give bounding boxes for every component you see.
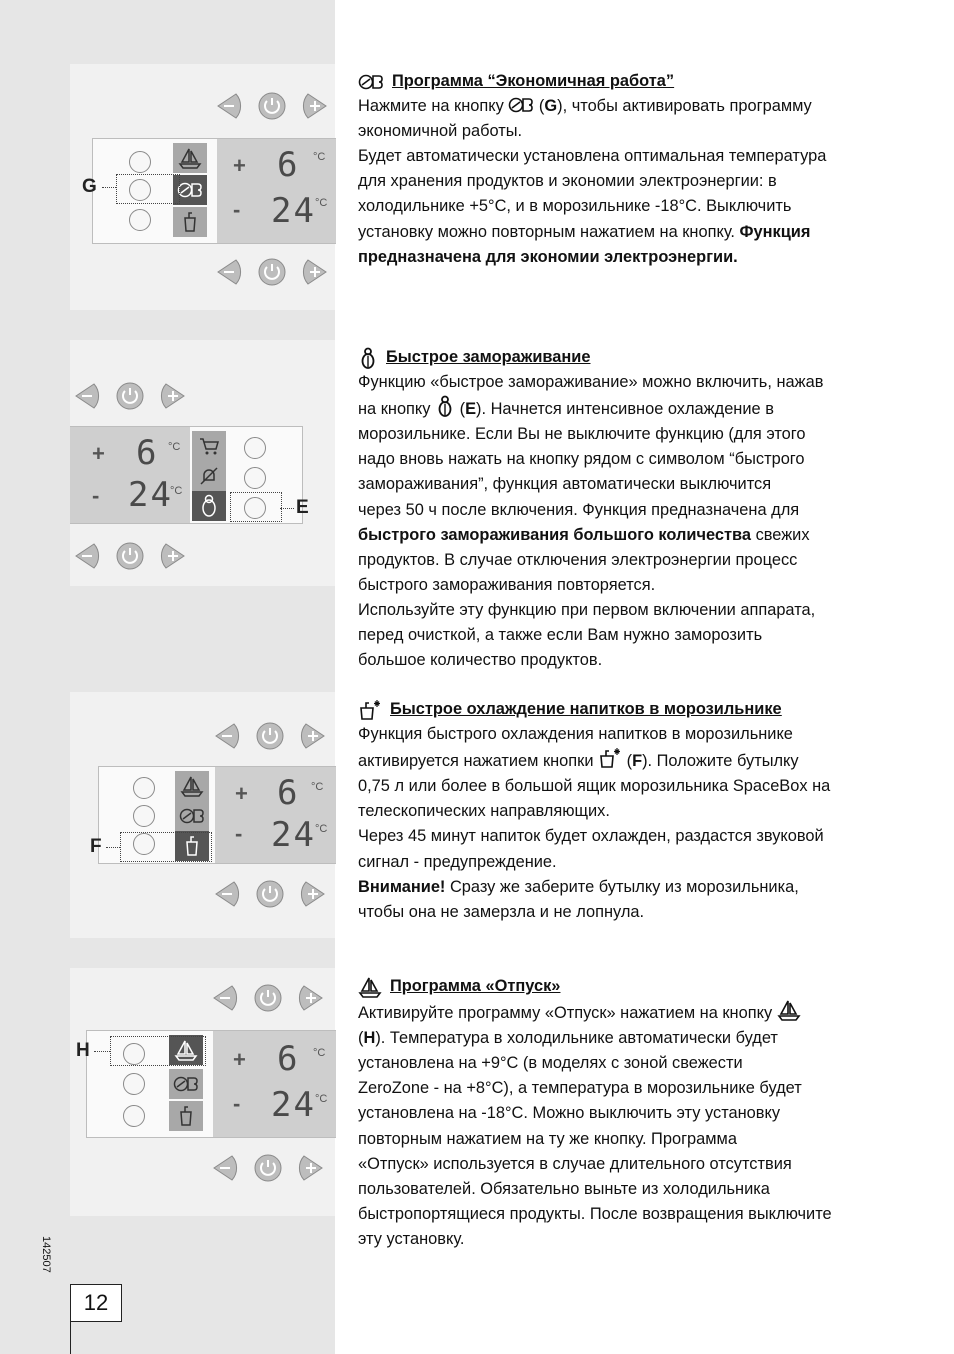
fridge-plus-sign: + — [235, 781, 248, 806]
freezer-minus-sign: - — [233, 1091, 241, 1116]
bottom-button-row — [216, 258, 328, 286]
bold-text: Функция — [739, 222, 811, 241]
text-line: надо вновь нажать на кнопку рядом с символом “быстрого — [358, 450, 805, 469]
control-panel-drinks — [70, 692, 335, 938]
freezer-minus-sign: - — [233, 197, 241, 222]
plus-button-icon — [296, 1154, 324, 1182]
temperature-lcd — [217, 139, 336, 243]
section-title — [358, 69, 898, 94]
bottom-button-row — [214, 880, 326, 908]
minus-button-icon — [74, 542, 102, 570]
plus-button-icon — [158, 542, 186, 570]
top-button-row — [216, 92, 328, 120]
text-line: Через 45 минут напиток будет охлажден, раздастся звуковой — [358, 827, 824, 846]
label-e: E — [296, 497, 309, 518]
text-line: пользователей. Обязательно выньте из холодильника — [358, 1179, 770, 1198]
key-letter: E — [465, 400, 476, 419]
key-letter: G — [544, 97, 558, 116]
text-line: морозильнике. Если Вы не выключите функцию (для этого — [358, 425, 806, 444]
section-title — [358, 697, 898, 722]
label-h: H — [76, 1040, 90, 1061]
highlight-box-h — [110, 1036, 206, 1066]
paragraph: Нажмите на кнопку (G), чтобы активировать программу — [358, 97, 812, 116]
label-leader-e — [280, 508, 294, 509]
temperature-lcd — [70, 427, 190, 523]
text-line: Нажмите на кнопку — [358, 97, 509, 116]
text-line: замораживания”, функция автоматически выключится — [358, 475, 772, 494]
text-line: установлена на +9°C (в моделях с зоной свежести — [358, 1054, 743, 1073]
text-line: через 50 ч после включения. Функция предназначена для — [358, 500, 800, 519]
sailboat-icon — [175, 771, 209, 801]
page-number: 12 — [70, 1284, 122, 1322]
text-line: холодильнике +5°C, и в морозильнике -18°C. Выключить — [358, 197, 792, 216]
page-number-line — [70, 1320, 71, 1354]
fridge-unit: °C — [313, 151, 326, 163]
button-circle-2 — [123, 1073, 145, 1095]
bold-text: Внимание! — [358, 877, 446, 896]
text-line: для хранения продуктов и экономии электроэнергии: в — [358, 172, 777, 191]
eco-icon — [358, 73, 384, 91]
penguin-freeze-icon — [435, 395, 455, 417]
fridge-temperature: 6 — [277, 773, 300, 813]
plus-button-icon — [296, 984, 324, 1012]
power-button-icon — [258, 258, 286, 286]
power-button-icon — [256, 880, 284, 908]
section-title — [358, 345, 898, 370]
freezer-temperature: 24 — [271, 815, 316, 855]
fridge-temperature: 6 — [277, 1039, 300, 1079]
fridge-unit: °C — [168, 441, 181, 453]
plus-button-icon — [298, 880, 326, 908]
highlight-box-g — [116, 174, 180, 204]
text-line: установку можно повторным нажатием на кнопку. — [358, 222, 740, 241]
section-drinks — [358, 697, 898, 925]
freezer-unit: °C — [315, 197, 328, 209]
title-text: Быстрое охлаждение напитков в морозильнике — [390, 700, 782, 718]
top-button-row — [214, 722, 326, 750]
power-button-icon — [116, 382, 144, 410]
minus-button-icon — [214, 880, 242, 908]
text-line: сигнал - предупреждение. — [358, 852, 557, 871]
control-panel-holiday — [70, 968, 335, 1216]
plus-button-icon — [300, 258, 328, 286]
eco-icon — [169, 1069, 203, 1099]
power-button-icon — [256, 722, 284, 750]
sailboat-icon — [358, 976, 382, 998]
bottle-cool-icon — [173, 207, 207, 237]
eco-icon — [508, 96, 534, 114]
plus-button-icon — [158, 382, 186, 410]
text-line: Функция быстрого охлаждения напитков в морозильнике — [358, 725, 793, 744]
temperature-lcd — [213, 1031, 336, 1137]
button-circle-1 — [133, 777, 155, 799]
bold-text: предназначена для экономии электроэнергии. — [358, 247, 738, 266]
text-line: ). Температура в холодильнике автоматически будет — [375, 1029, 778, 1048]
text-line: на кнопку — [358, 400, 436, 419]
text-line: большое количество продуктов. — [358, 651, 603, 670]
section-title — [358, 974, 898, 999]
paragraph: (H). Температура в холодильнике автоматически будет — [358, 1029, 778, 1048]
text-line: «Отпуск» используется в случае длительного отсутствия — [358, 1154, 792, 1173]
minus-button-icon — [216, 92, 244, 120]
key-letter: F — [632, 752, 643, 771]
plus-button-icon — [298, 722, 326, 750]
freezer-temperature: 24 — [271, 191, 316, 231]
top-button-row — [212, 984, 324, 1012]
text-line: Используйте эту функцию при первом включении аппарата, — [358, 600, 816, 619]
freezer-minus-sign: - — [235, 821, 243, 846]
freezer-minus-sign: - — [92, 483, 100, 508]
power-button-icon — [116, 542, 144, 570]
freezer-temperature: 24 — [271, 1085, 316, 1125]
text-line: Будет автоматически установлена оптимальная температура — [358, 147, 827, 166]
title-text: Программа “Экономичная работа” — [392, 72, 675, 90]
temperature-lcd — [215, 767, 336, 863]
text-line: телескопических направляющих. — [358, 802, 610, 821]
minus-button-icon — [214, 722, 242, 750]
fridge-temperature: 6 — [136, 433, 159, 473]
text-line: установлена на -18°C. Можно выключить эту установку — [358, 1104, 781, 1123]
text-line: Активируйте программу «Отпуск» нажатием на кнопку — [358, 1004, 773, 1023]
control-panel-freeze — [70, 340, 335, 586]
text-line: ). Положите бутылку — [642, 752, 799, 771]
freezer-unit: °C — [170, 485, 183, 497]
fridge-plus-sign: + — [233, 153, 246, 178]
doc-code: 142507 — [40, 1236, 52, 1273]
fridge-plus-sign: + — [92, 441, 105, 466]
text-line: перед очисткой, а также если Вам нужно заморозить — [358, 626, 763, 645]
eco-icon — [175, 801, 209, 831]
text-line: продуктов. В случае отключения электроэнергии процесс — [358, 550, 798, 569]
bottle-cool-icon — [598, 747, 622, 769]
sailboat-icon — [173, 143, 207, 173]
bottom-button-row — [212, 1154, 324, 1182]
paragraph — [358, 220, 898, 245]
minus-button-icon — [216, 258, 244, 286]
label-leader-g — [102, 187, 116, 188]
cart-icon — [192, 431, 226, 461]
bottom-button-row — [74, 542, 186, 570]
label-leader-h — [94, 1051, 110, 1052]
plus-button-icon — [300, 92, 328, 120]
button-circle-3 — [129, 209, 151, 231]
text-line: ), чтобы активировать программу — [557, 97, 812, 116]
text-line: чтобы она не замерзла и не лопнула. — [358, 902, 645, 921]
label-leader-f — [106, 847, 120, 848]
label-f: F — [90, 836, 102, 857]
title-text: Быстрое замораживание — [386, 348, 591, 366]
label-g: G — [82, 176, 97, 197]
bottle-cool-icon — [169, 1101, 203, 1131]
bell-off-icon — [192, 461, 226, 491]
text-line: 0,75 л или более в большой ящик морозильника SpaceBox на — [358, 777, 831, 796]
freezer-unit: °C — [315, 1093, 328, 1105]
button-circle-2 — [244, 467, 266, 489]
button-circle-1 — [244, 437, 266, 459]
text-line: свежих — [751, 525, 810, 544]
text-line: быстропортящиеся продукты. После возвращения выключите — [358, 1204, 832, 1223]
freezer-unit: °C — [315, 823, 328, 835]
highlight-box-f — [120, 832, 212, 862]
power-button-icon — [254, 984, 282, 1012]
fridge-unit: °C — [313, 1047, 326, 1059]
penguin-freeze-icon — [192, 491, 226, 521]
text-line: повторным нажатием на ту же кнопку. Программа — [358, 1129, 737, 1148]
fridge-unit: °C — [311, 781, 324, 793]
highlight-box-e — [230, 492, 282, 522]
top-button-row — [74, 382, 186, 410]
minus-button-icon — [74, 382, 102, 410]
power-button-icon — [254, 1154, 282, 1182]
paragraph — [358, 523, 898, 548]
power-button-icon — [258, 92, 286, 120]
button-circle-3 — [123, 1105, 145, 1127]
fridge-temperature: 6 — [277, 145, 300, 185]
button-circle-2 — [133, 805, 155, 827]
text-line: Функцию «быстрое замораживание» можно включить, нажав — [358, 373, 824, 392]
button-circle-1 — [129, 151, 151, 173]
paragraph: активируется нажатием кнопки (F). Положите бутылку — [358, 747, 898, 774]
title-text: Программа «Отпуск» — [390, 977, 561, 995]
paragraph — [358, 999, 898, 1026]
sailboat-icon — [777, 999, 801, 1021]
minus-button-icon — [212, 984, 240, 1012]
bottle-cool-icon — [358, 699, 382, 721]
key-letter: H — [363, 1029, 376, 1048]
section-holiday — [358, 974, 898, 1252]
text-line: Сразу же заберите бутылку из морозильника, — [445, 877, 799, 896]
text-line: экономичной работы. — [358, 122, 523, 141]
text-line: ZeroZone - на +8°C), а температура в морозильнике будет — [358, 1079, 802, 1098]
paragraph: на кнопку (E). Начнется интенсивное охлаждение в — [358, 395, 898, 422]
fridge-plus-sign: + — [233, 1047, 246, 1072]
control-panel-eco — [70, 64, 335, 310]
paragraph — [358, 875, 898, 900]
penguin-freeze-icon — [358, 347, 378, 369]
text-line: активируется нажатием кнопки — [358, 752, 599, 771]
section-freeze — [358, 345, 898, 673]
text-line: эту установку. — [358, 1229, 465, 1248]
text-line: ). Начнется интенсивное охлаждение в — [476, 400, 774, 419]
section-eco — [358, 69, 898, 270]
bold-text: быстрого замораживания большого количества — [358, 525, 752, 544]
minus-button-icon — [212, 1154, 240, 1182]
text-line: быстрого замораживания повторяется. — [358, 575, 656, 594]
freezer-temperature: 24 — [128, 475, 173, 515]
